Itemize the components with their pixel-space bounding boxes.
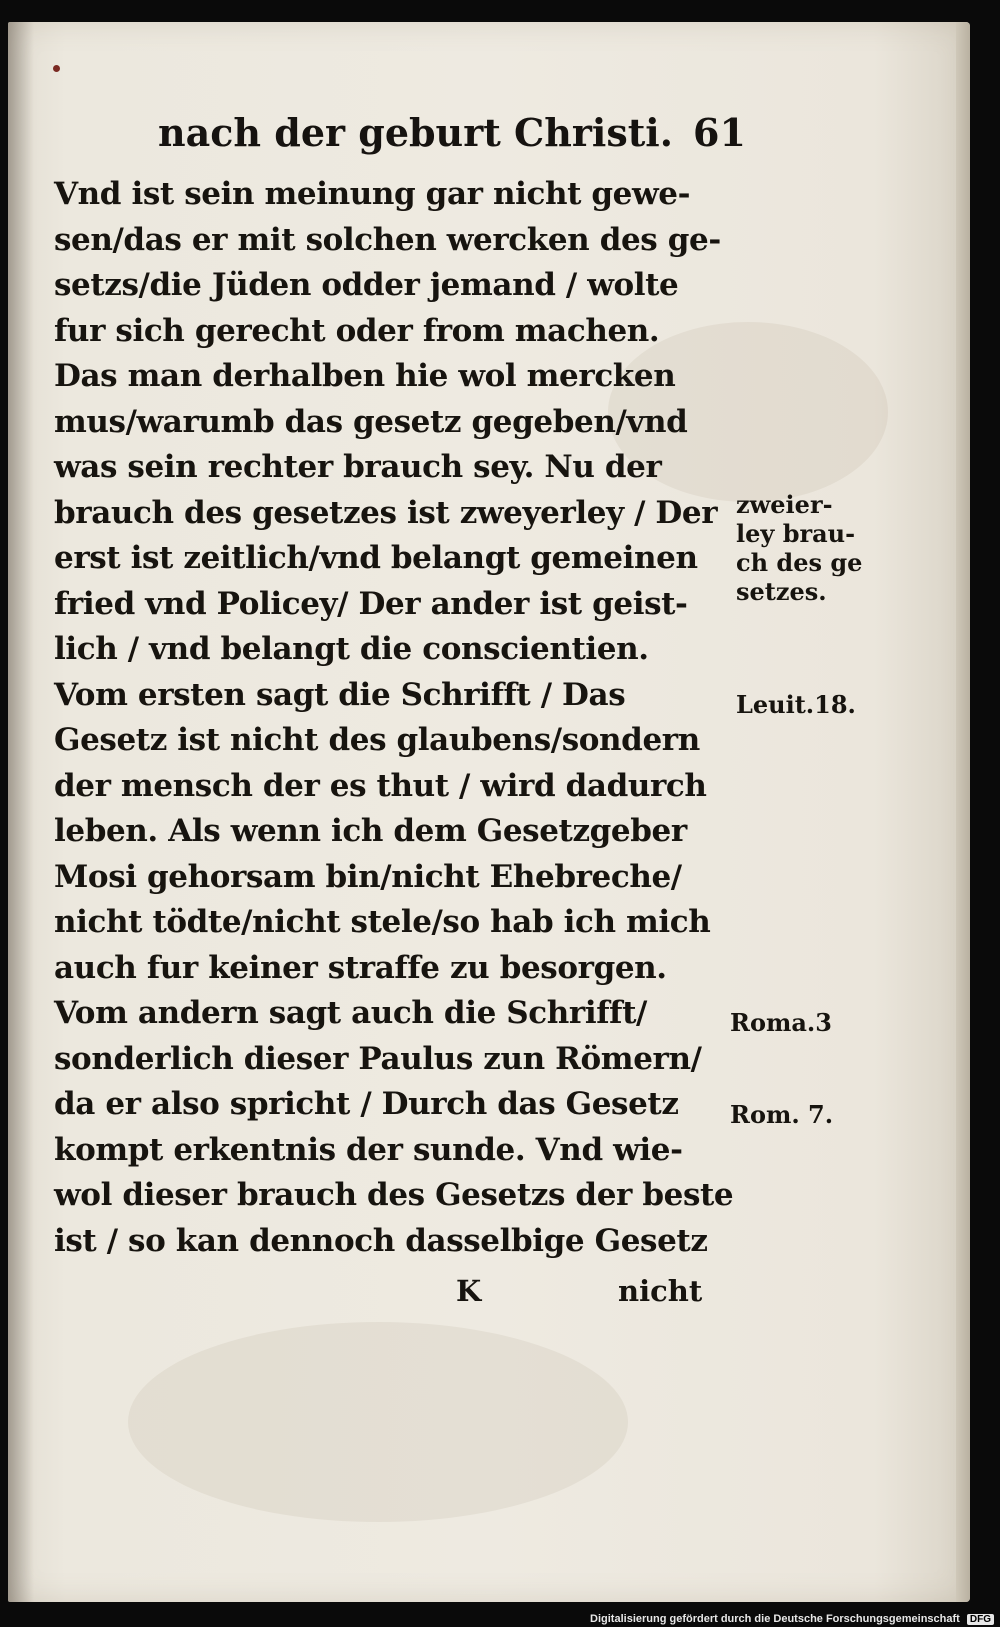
margin-note-line: zweier- (736, 490, 833, 519)
text-line: fried vnd Policey/ Der ander ist geist- (54, 585, 688, 622)
text-line: wol dieser brauch des Gesetzs der beste (54, 1177, 734, 1213)
text-line: setzs/die Jüden odder jemand / wolte (54, 267, 679, 303)
text-line: kompt erkentnis der sunde. Vnd wie- (54, 1131, 683, 1168)
text-line: der mensch der es thut / wird dadurch (54, 767, 707, 804)
text-line: fur sich gerecht oder from machen. (54, 312, 660, 349)
book-page (8, 22, 970, 1602)
text-line: Vom andern sagt auch die Schrifft/ (54, 995, 647, 1031)
page-number: 61 (693, 110, 746, 155)
digitization-footer (590, 1613, 994, 1625)
paper-stain (128, 1322, 628, 1522)
text-line: Das man derhalben hie wol mercken (54, 358, 676, 394)
text-line: Mosi gehorsam bin/nicht Ehebreche/ (54, 858, 682, 895)
page-header (148, 110, 748, 170)
text-line: sen/das er mit solchen wercken des ge- (54, 221, 721, 258)
text-line: sonderlich dieser Paulus zun Römern/ (54, 1040, 702, 1077)
margin-note-line: setzes. (736, 577, 827, 606)
text-line: brauch des gesetzes ist zweyerley / Der (54, 494, 718, 531)
footer-text: Digitalisierung gefördert durch die Deutsche Forschungsgemeinschaft (590, 1613, 960, 1625)
ink-dot (53, 65, 60, 72)
text-line: erst ist zeitlich/vnd belangt gemeinen (54, 540, 698, 576)
text-line: auch fur keiner straffe zu besorgen. (54, 949, 667, 986)
text-line: nicht tödte/nicht stele/so hab ich mich (54, 904, 711, 940)
dfg-logo: DFG (967, 1614, 994, 1625)
catchword: nicht (618, 1274, 703, 1308)
text-line: leben. Als wenn ich dem Gesetzgeber (54, 813, 687, 849)
margin-note-line: ch des ge (736, 548, 863, 577)
text-line: Vom ersten sagt die Schrifft / Das (54, 676, 626, 713)
body-text (54, 172, 754, 1264)
margin-note-rom7: Rom. 7. (730, 1100, 834, 1129)
text-line: mus/warumb das gesetz gegeben/vnd (54, 403, 688, 440)
text-line: lich / vnd belangt die conscientien. (54, 631, 649, 667)
text-line: Vnd ist sein meinung gar nicht gewe- (54, 176, 691, 212)
margin-note-roma3: Roma.3 (730, 1008, 832, 1037)
margin-note-zweierley (736, 490, 862, 606)
text-line: da er also spricht / Durch das Gesetz (54, 1086, 679, 1122)
signature-mark: K (456, 1274, 482, 1308)
margin-note-line: ley brau- (736, 519, 856, 548)
text-line: Gesetz ist nicht des glaubens/sondern (54, 722, 700, 758)
margin-note-leuit: Leuit.18. (736, 690, 856, 719)
running-title: nach der geburt Christi. (158, 110, 673, 155)
text-line: was sein rechter brauch sey. Nu der (54, 449, 662, 485)
text-line: ist / so kan dennoch dasselbige Gesetz (54, 1222, 708, 1259)
page-edge (956, 22, 970, 1602)
